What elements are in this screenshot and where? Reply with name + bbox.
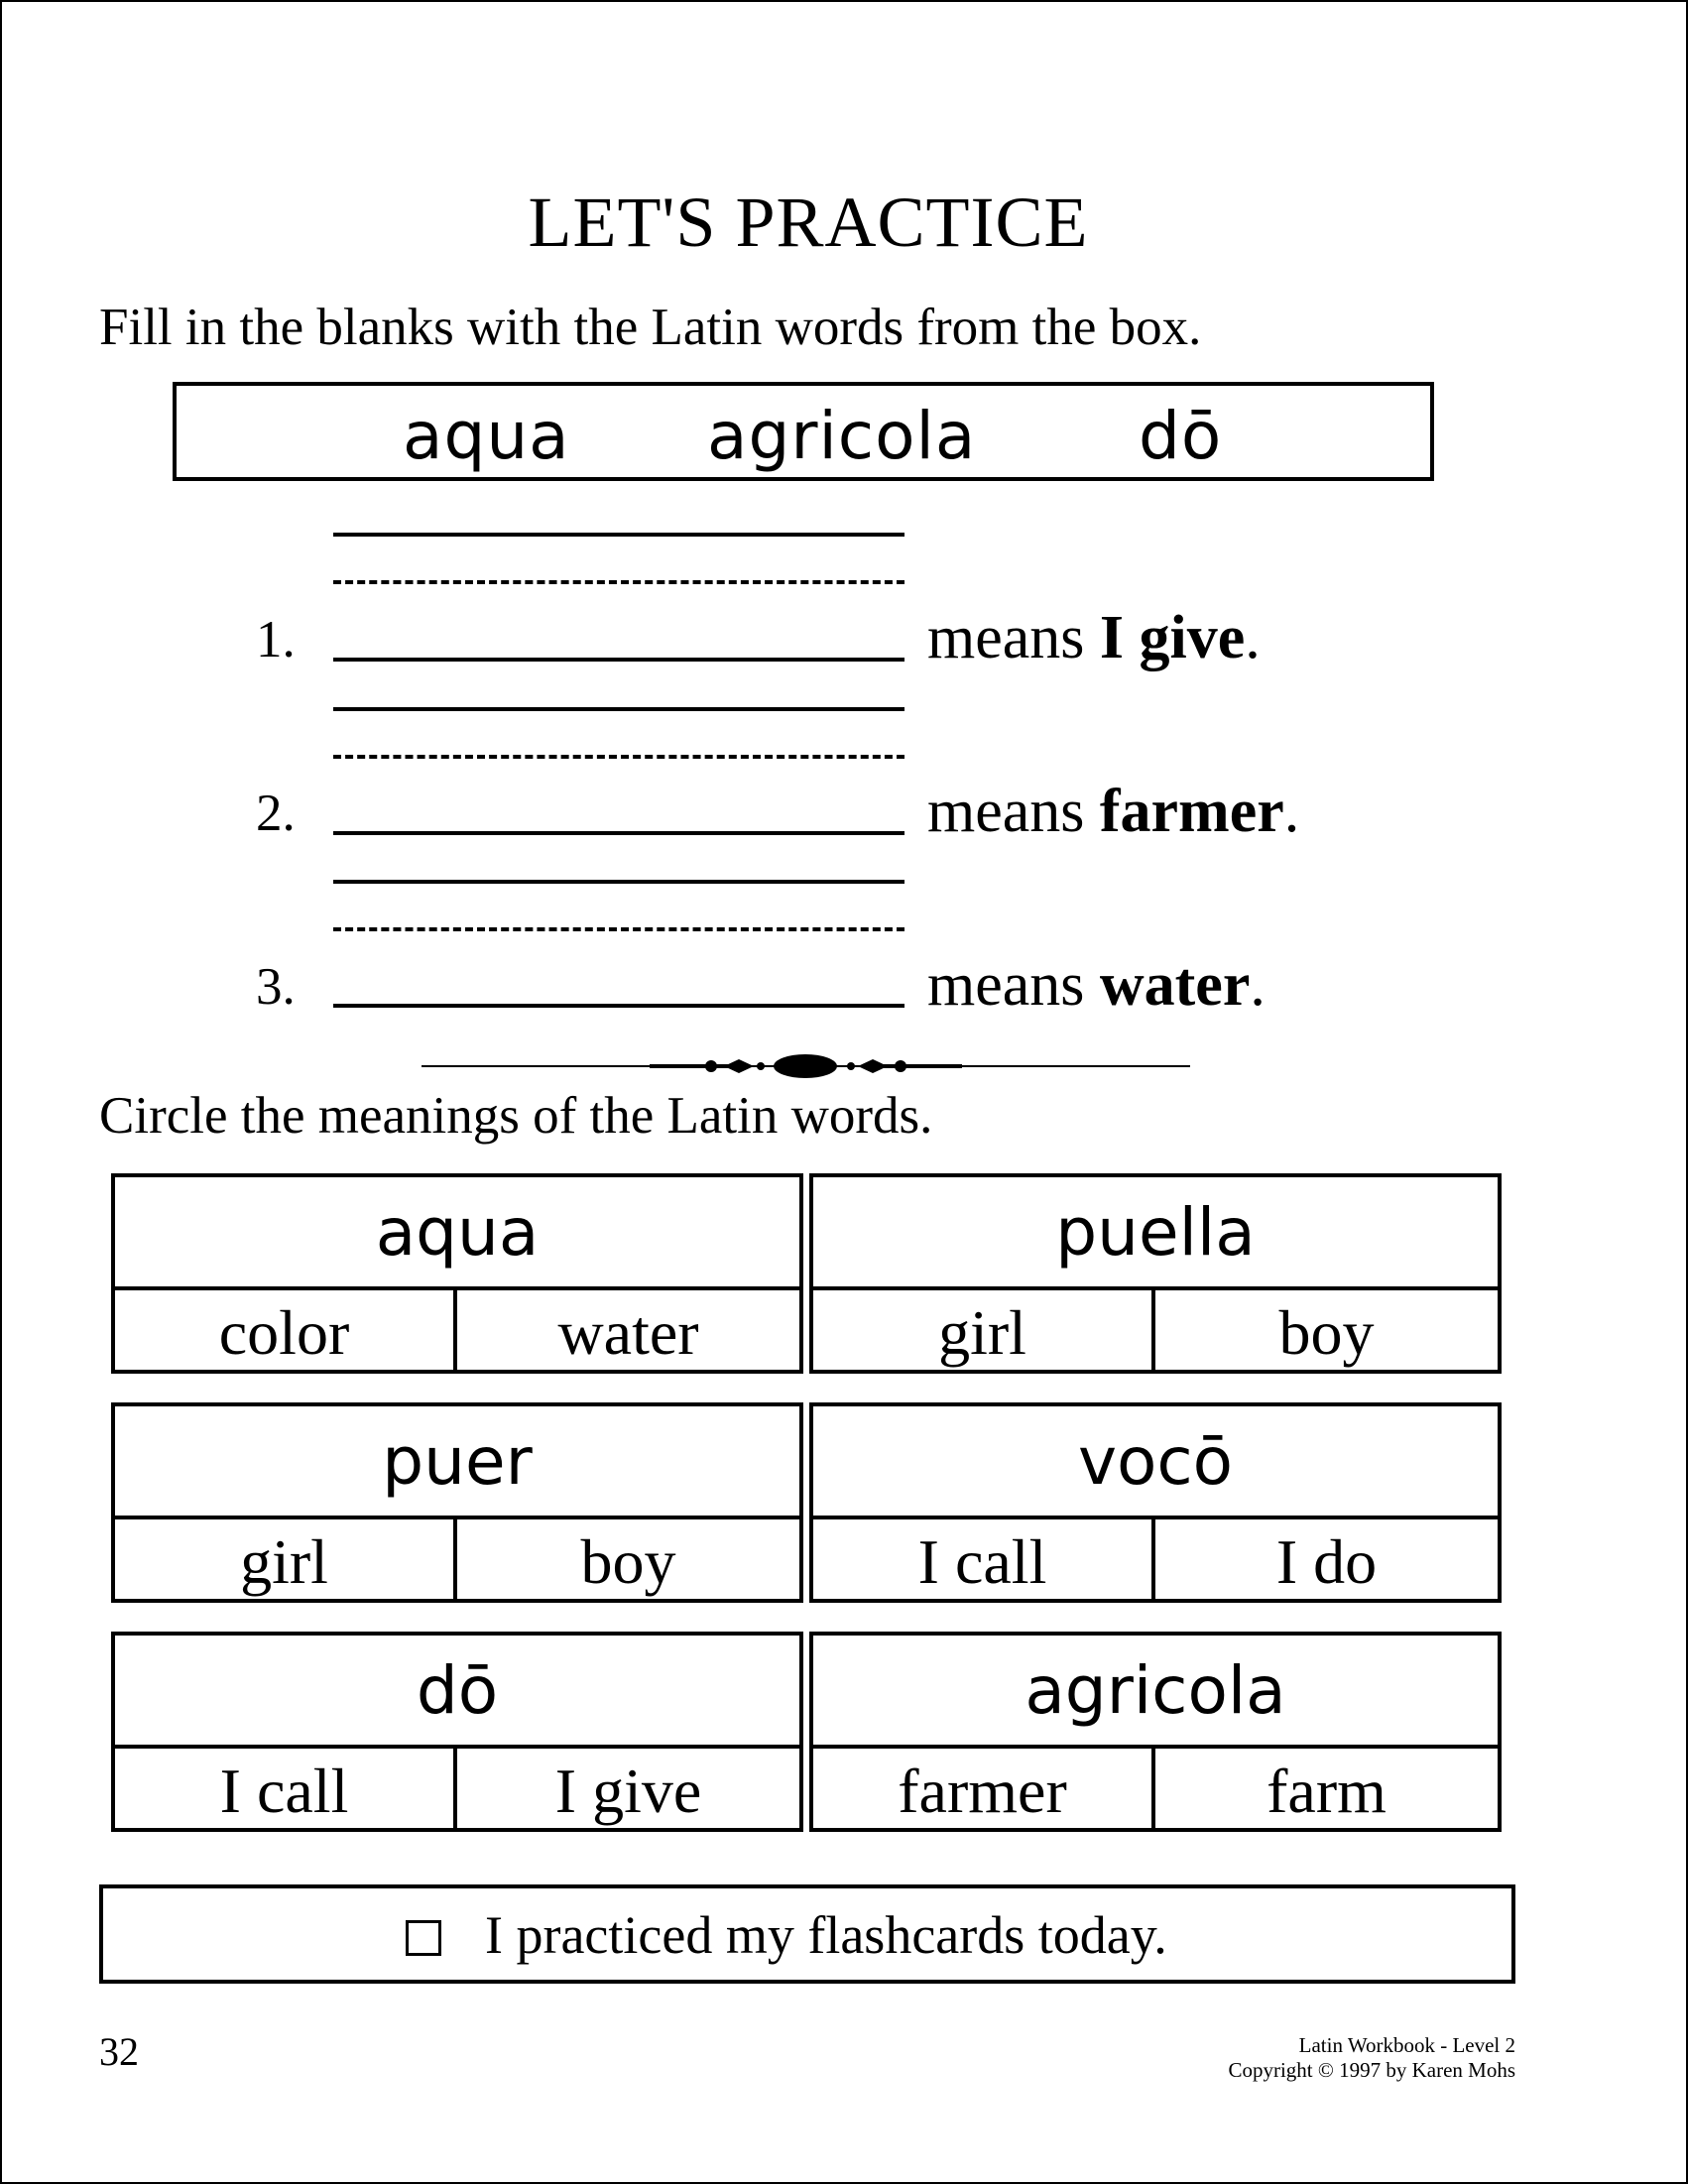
practice-statement: I practiced my flashcards today. xyxy=(485,1905,1167,1965)
handwriting-mid-line xyxy=(333,755,904,759)
meaning-statement: means water. xyxy=(927,951,1266,1019)
practice-checkbox[interactable] xyxy=(406,1920,441,1956)
meaning-option[interactable]: girl xyxy=(813,1290,1155,1370)
circle-instructions: Circle the meanings of the Latin words. xyxy=(99,1087,933,1145)
item-number: 2. xyxy=(256,785,296,842)
page-title: LET'S PRACTICE xyxy=(528,182,1089,262)
word-box-item: aqua xyxy=(403,398,570,474)
answer-blank-3[interactable] xyxy=(333,1004,904,1008)
meaning-option[interactable]: girl xyxy=(115,1519,457,1599)
meaning-statement: means farmer. xyxy=(927,778,1300,845)
latin-word: aqua xyxy=(115,1177,799,1290)
meaning-statement: means I give. xyxy=(927,604,1261,671)
meaning-card xyxy=(809,1402,1502,1603)
word-box-item: dō xyxy=(1139,398,1223,474)
handwriting-top-line xyxy=(333,880,904,884)
meaning-card xyxy=(111,1402,803,1603)
footer-copyright: Copyright © 1997 by Karen Mohs xyxy=(1228,2058,1515,2082)
meaning-option[interactable]: I do xyxy=(1275,1526,1378,1597)
practice-box xyxy=(99,1884,1515,1984)
handwriting-mid-line xyxy=(333,927,904,931)
item-number: 3. xyxy=(256,958,296,1016)
meaning-option[interactable]: farmer xyxy=(813,1749,1155,1828)
meaning-card xyxy=(809,1173,1502,1374)
handwriting-top-line xyxy=(333,533,904,537)
meaning-card xyxy=(111,1173,803,1374)
meaning-option[interactable]: boy xyxy=(580,1526,676,1597)
handwriting-top-line xyxy=(333,707,904,711)
fill-instructions: Fill in the blanks with the Latin words from the box. xyxy=(99,299,1202,356)
handwriting-mid-line xyxy=(333,580,904,584)
meaning-option[interactable]: boy xyxy=(1278,1297,1375,1368)
latin-word: puer xyxy=(115,1406,799,1519)
item-number: 1. xyxy=(256,611,296,668)
meaning-option[interactable]: farm xyxy=(1266,1756,1387,1826)
footer-book-title: Latin Workbook - Level 2 xyxy=(1298,2033,1515,2057)
page-number: 32 xyxy=(99,2029,139,2074)
latin-word: agricola xyxy=(813,1636,1498,1749)
answer-blank-2[interactable] xyxy=(333,831,904,835)
ornamental-divider xyxy=(422,1051,1190,1081)
word-box-item: agricola xyxy=(707,398,977,474)
word-box xyxy=(173,382,1434,481)
meaning-option[interactable]: I call xyxy=(115,1749,457,1828)
latin-word: dō xyxy=(115,1636,799,1749)
latin-word: vocō xyxy=(813,1406,1498,1519)
answer-blank-1[interactable] xyxy=(333,658,904,662)
latin-word: puella xyxy=(813,1177,1498,1290)
meaning-option[interactable]: I call xyxy=(813,1519,1155,1599)
meaning-card xyxy=(111,1632,803,1832)
meaning-option[interactable]: water xyxy=(557,1297,699,1368)
meaning-option[interactable]: color xyxy=(115,1290,457,1370)
meaning-option[interactable]: I give xyxy=(554,1756,702,1826)
meaning-card xyxy=(809,1632,1502,1832)
